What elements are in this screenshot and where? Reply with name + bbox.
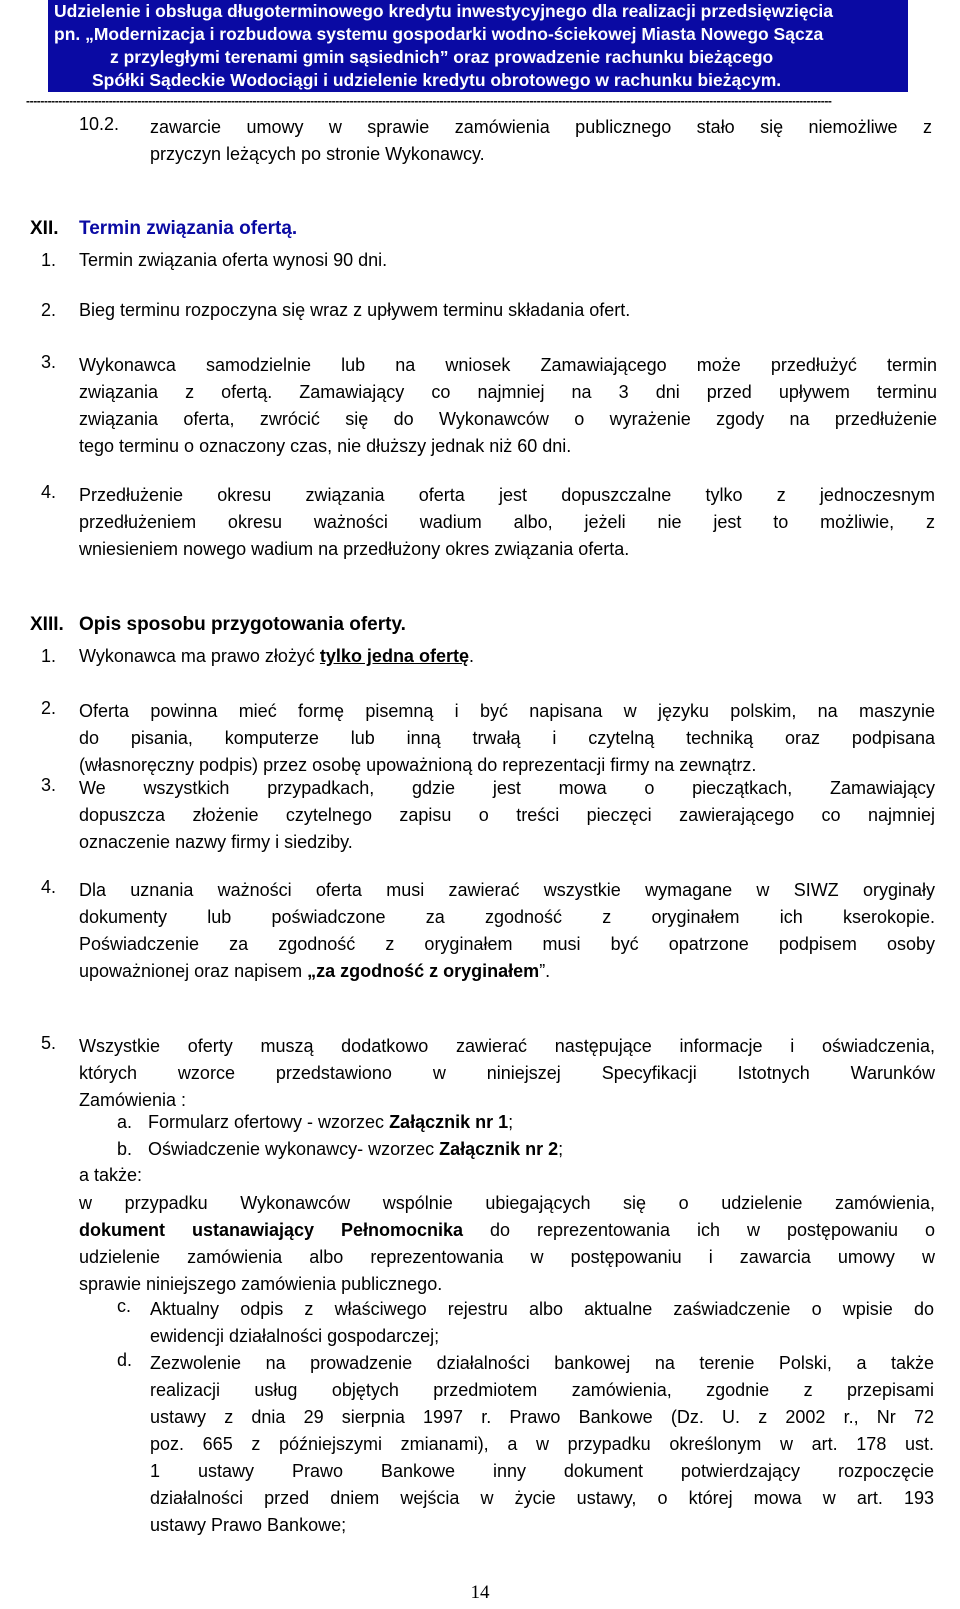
list-number: 2.	[41, 300, 57, 320]
paragraph	[79, 775, 935, 856]
text-line: Zezwolenie na prowadzenie działalności bankowej na terenie Polski, a także	[150, 1353, 934, 1373]
text-run: Oświadczenie wykonawcy- wzorzec	[148, 1139, 440, 1159]
text-line: w przypadku Wykonawców wspólnie ubiegających się o udzielenie zamówienia,	[79, 1193, 935, 1213]
text-run: upoważnionej oraz napisem	[79, 961, 308, 981]
list-number: 3.	[41, 775, 57, 795]
text-run: ;	[558, 1139, 564, 1159]
document-header	[48, 0, 908, 92]
text-line: dokumenty lub poświadczone za zgodność z oryginałem ich kserokopie.	[79, 907, 935, 927]
section-number: XII.	[30, 218, 59, 239]
text-line: przedłużeniem okresu ważności wadium albo, jeżeli nie jest to możliwie, z	[79, 512, 935, 532]
list-text	[79, 646, 474, 667]
text-line: Dla uznania ważności oferta musi zawierać wszystkie wymagane w SIWZ oryginały	[79, 880, 935, 900]
paragraph	[79, 352, 937, 460]
section-title: Termin związania ofertą.	[79, 218, 298, 239]
list-number: 1.	[41, 250, 57, 270]
text-line: związania oferta, zwrócić się do Wykonawców o wyrażenie zgody na przedłużenie	[79, 409, 937, 429]
emphasis-bold: Załącznik nr 1	[389, 1112, 509, 1132]
list-number: 4.	[41, 482, 57, 502]
text-line: oznaczenie nazwy firmy i siedziby.	[79, 832, 353, 852]
section-title: Opis sposobu przygotowania oferty.	[79, 614, 406, 635]
text-line: Poświadczenie za zgodność z oryginałem musi być opatrzone podpisem osoby	[79, 934, 935, 954]
text-line: Przedłużenie okresu związania oferta jest dopuszczalne tylko z jednoczesnym	[79, 485, 935, 505]
list-number: 2.	[41, 698, 57, 718]
paragraph	[79, 698, 935, 779]
text-line: których wzorce przedstawiono w niniejszej Specyfikacji Istotnych Warunków	[79, 1063, 935, 1083]
text-line: We wszystkich przypadkach, gdzie jest mowa o pieczątkach, Zamawiający	[79, 778, 935, 798]
text-run: .	[468, 646, 474, 666]
text-line: sprawie niniejszego zamówienia publicznego.	[79, 1274, 443, 1294]
text-run: ”.	[539, 961, 551, 981]
text-line: Wykonawca samodzielnie lub na wniosek Zamawiającego może przedłużyć termin	[79, 355, 937, 375]
list-text: Termin związania oferta wynosi 90 dni.	[79, 250, 388, 270]
text-line: działalności przed dniem wejścia w życie ustawy, o której mowa w art. 193	[150, 1488, 934, 1508]
text-line: ewidencji działalności gospodarczej;	[150, 1326, 440, 1346]
emphasis-underlined: tylko jedna ofertę	[319, 646, 469, 666]
paragraph	[79, 1190, 935, 1298]
sub-item-text	[148, 1139, 563, 1160]
header-rule: --------------------------------------------------------------------------------------------------------------------------------------------------------------------------------------------------------------------------------	[26, 95, 832, 107]
text-line: realizacji usług objętych przedmiotem zamówienia, zgodnie z przepisami	[150, 1380, 934, 1400]
header-line-4: Spółki Sądeckie Wodociągi i udzielenie kredytu obrotowego w rachunku bieżącym.	[92, 70, 782, 90]
paragraph	[150, 114, 932, 168]
text-line: poz. 665 z późniejszymi zmianami), a w przypadku określonym w art. 178 ust.	[150, 1434, 934, 1454]
paragraph	[79, 482, 935, 563]
text-line: zawarcie umowy w sprawie zamówienia publicznego stało się niemożliwe z	[150, 117, 932, 137]
emphasis-bold: Załącznik nr 2	[439, 1139, 559, 1159]
list-number: 1.	[41, 646, 57, 666]
text-line: (własnoręczny podpis) przez osobę upoważnioną do reprezentacji firmy na zewnątrz.	[79, 755, 757, 775]
sub-item-text	[148, 1112, 513, 1133]
text-line: Oferta powinna mieć formę pisemną i być napisana w języku polskim, na maszynie	[79, 701, 935, 721]
header-line-1: Udzielenie i obsługa długoterminowego kredytu inwestycyjnego dla realizacji przedsięwzięcia	[54, 1, 833, 21]
text-line: Zamówienia :	[79, 1090, 187, 1110]
paragraph	[79, 1033, 935, 1114]
text-line: do pisania, komputerze lub inną trwałą i czytelną techniką oraz podpisana	[79, 728, 935, 748]
text-run: ;	[508, 1112, 514, 1132]
text-line: tego terminu o oznaczony czas, nie dłuższy jednak niż 60 dni.	[79, 436, 572, 456]
text-line: Aktualny odpis z właściwego rejestru albo aktualne zaświadczenie o wpisie do	[150, 1299, 934, 1319]
paragraph	[150, 1350, 934, 1539]
sub-item-label: c.	[117, 1296, 132, 1316]
text-line: ustawy z dnia 29 sierpnia 1997 r. Prawo Bankowe (Dz. U. z 2002 r., Nr 72	[150, 1407, 934, 1427]
list-number: 4.	[41, 877, 57, 897]
emphasis-bold: „za zgodność z oryginałem	[307, 961, 540, 981]
paragraph	[150, 1296, 934, 1350]
text-line: przyczyn leżących po stronie Wykonawcy.	[150, 144, 485, 164]
list-number: 3.	[41, 352, 57, 372]
text-line: udzielenie zamówienia albo reprezentowania w postępowaniu i zawarcia umowy w	[79, 1247, 935, 1267]
item-number: 10.2.	[79, 114, 120, 134]
emphasis-bold: dokument ustanawiający Pełnomocnika	[79, 1220, 464, 1240]
text-line	[79, 1217, 935, 1244]
paragraph	[79, 877, 935, 985]
text-line: związania z ofertą. Zamawiający co najmniej na 3 dni przed upływem terminu	[79, 382, 937, 402]
text-line: dopuszcza złożenie czytelnego zapisu o treści pieczęci zawierającego co najmniej	[79, 805, 935, 825]
header-line-2: pn. „Modernizacja i rozbudowa systemu gospodarki wodno-ściekowej Miasta Nowego Sącza	[54, 24, 824, 44]
list-text: Bieg terminu rozpoczyna się wraz z upływem terminu składania ofert.	[79, 300, 631, 320]
sub-item-label: d.	[117, 1350, 133, 1370]
page-number: 14	[470, 1582, 490, 1603]
list-number: 5.	[41, 1033, 57, 1053]
header-line-3: z przyległymi terenami gmin sąsiednich” oraz prowadzenie rachunku bieżącego	[110, 47, 774, 67]
text-line: ustawy Prawo Bankowe;	[150, 1515, 347, 1535]
sub-item-label: b.	[117, 1139, 133, 1159]
text-line: 1 ustawy Prawo Bankowe inny dokument potwierdzający rozpoczęcie	[150, 1461, 934, 1481]
text-line: a także:	[79, 1165, 143, 1185]
section-number: XIII.	[30, 614, 64, 635]
text-run: do reprezentowania ich w postępowaniu o	[463, 1220, 936, 1240]
text-run: Wykonawca ma prawo złożyć	[79, 646, 320, 666]
text-line: Wszystkie oferty muszą dodatkowo zawierać następujące informacje i oświadczenia,	[79, 1036, 935, 1056]
sub-item-label: a.	[117, 1112, 133, 1132]
text-line	[79, 958, 935, 985]
text-run: Formularz ofertowy - wzorzec	[148, 1112, 390, 1132]
text-line: wniesieniem nowego wadium na przedłużony okres związania oferta.	[79, 539, 630, 559]
